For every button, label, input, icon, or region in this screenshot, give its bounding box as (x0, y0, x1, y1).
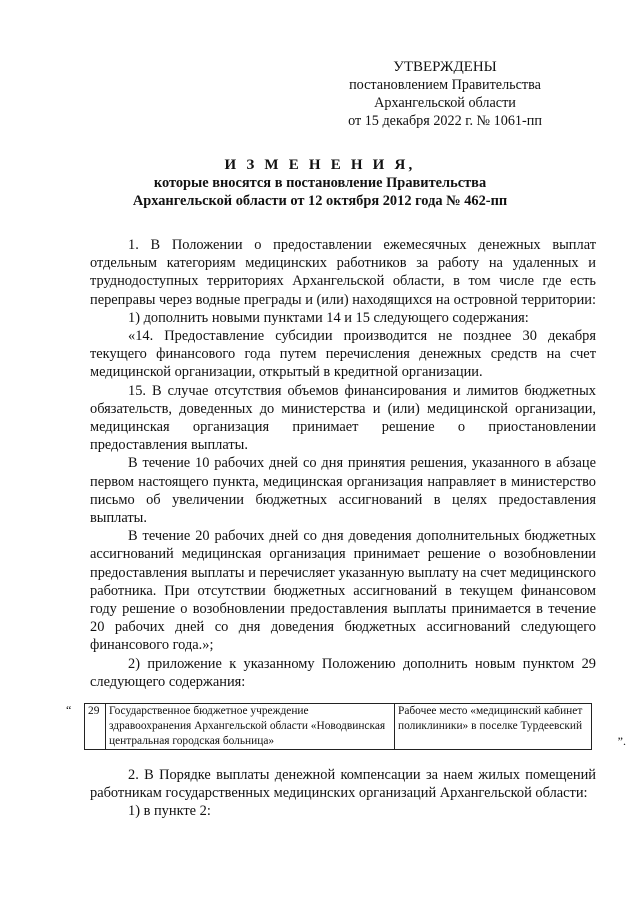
title-heading: И З М Е Н Е Н И Я, (224, 157, 416, 173)
approval-line: Архангельской области (374, 95, 516, 111)
paragraph: В течение 10 рабочих дней со дня принятия решения, указанного в абзаце первом настоящего пункта, медицинская организация направляет в министерство письмо об увеличении бюджетных ассигнований в целях предоставления выплаты. (90, 455, 596, 527)
appendix-table (84, 703, 592, 750)
paragraph: 1. В Положении о предоставлении ежемесячных денежных выплат отдельным категориям медицинских работников за работу на удаленных и труднодоступных территориях Архангельской области, в том числе где есть переправы через водные преграды и (или) находящихся на островной территории: (90, 237, 597, 308)
approval-title: УТВЕРЖДЕНЫ (393, 59, 497, 75)
document-body (90, 236, 596, 691)
paragraph: В течение 20 рабочих дней со дня доведения дополнительных бюджетных ассигнований медицинская организация принимает решение о возобновлении предоставления выплаты и перечисляет указанную выплату на счет медицинского работника. При отсутствии бюджетных ассигнований в текущем финансовом году решение о возобновлении предоставления выплаты принимается в течение 20 рабочих дней со дня доведения бюджетных ассигнований следующего финансового года.»; (90, 528, 596, 654)
close-quote: ”. (617, 734, 626, 748)
table-cell-organization: Государственное бюджетное учреждение здравоохранения Архангельской области «Новодвинская центральная городская больница» (106, 704, 395, 750)
open-quote: “ (66, 703, 72, 717)
paragraph: 1) в пункте 2: (128, 803, 211, 820)
paragraph: 2. В Порядке выплаты денежной компенсации за наем жилых помещений работникам государственных медицинских организаций Архангельской области: (90, 767, 596, 802)
paragraph: 1) дополнить новыми пунктами 14 и 15 следующего содержания: (128, 309, 529, 326)
approval-block (300, 58, 590, 130)
title-subheading: Архангельской области от 12 октября 2012 года № 462-пп (132, 193, 508, 209)
table-cell-number: 29 (85, 704, 106, 750)
title-subheading: которые вносятся в постановление Правительства (153, 175, 487, 191)
paragraph: 2) приложение к указанному Положению дополнить новым пунктом 29 следующего содержания: (90, 655, 596, 690)
paragraph: 15. В случае отсутствия объемов финансирования и лимитов бюджетных обязательств, доведенных до министерства и (или) медицинской организации, медицинская организация принимает решение о приостановлении предоставления выплаты. (90, 382, 596, 454)
document-body-continued (90, 766, 596, 821)
appendix-table-block (66, 703, 626, 749)
approval-date: от 15 декабря 2022 г. № 1061-пп (348, 113, 542, 129)
table-cell-workplace: Рабочее место «медицинский кабинет поликлиники» в поселке Турдеевский (395, 704, 592, 750)
approval-line: постановлением Правительства (349, 77, 541, 93)
table-row (85, 704, 592, 750)
document-title (90, 156, 550, 210)
paragraph: «14. Предоставление субсидии производится не позднее 30 декабря текущего финансового года путем перечисления денежных средств на счет медицинской организации, открытый в кредитной организации. (90, 328, 596, 381)
